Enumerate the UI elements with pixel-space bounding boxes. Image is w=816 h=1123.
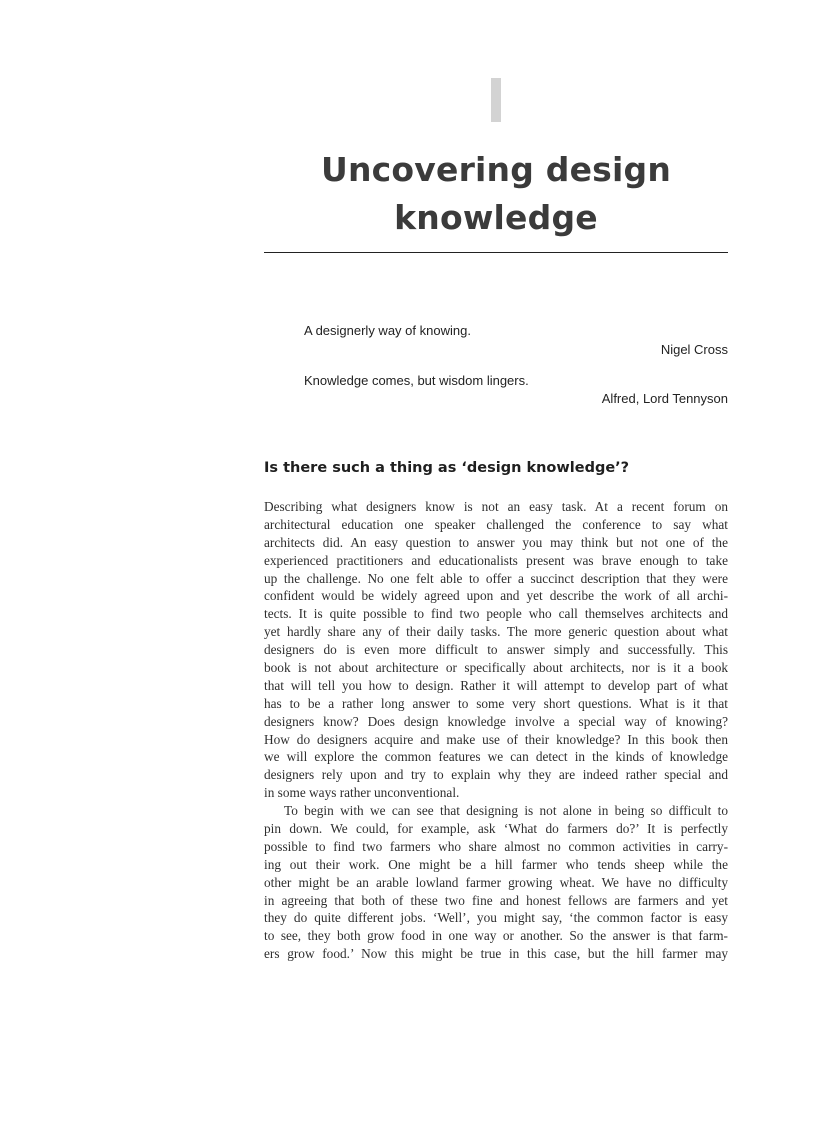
epigraph-attribution-2: Alfred, Lord Tennyson <box>601 391 728 406</box>
text-line: we will explore the common features we can detect in the kinds of knowledge <box>264 749 728 765</box>
text-line: designers know? Does design knowledge involve a special way of knowing? <box>264 713 728 729</box>
paragraph-1 <box>264 498 728 802</box>
text-line: yet hardly share any of their daily tasks. The more generic question about what <box>264 624 728 640</box>
title-divider <box>264 252 728 253</box>
text-line: has to be a rather long answer to some very short questions. What is it that <box>264 695 728 711</box>
paragraph-2 <box>264 802 728 963</box>
text-line: they do quite different jobs. ‘Well’, you might say, ‘the common factor is easy <box>264 910 728 926</box>
text-line: ers grow food.’ Now this might be true in this case, but the hill farmer may <box>264 946 728 962</box>
text-line: other might be an arable lowland farmer growing wheat. We have no difficulty <box>264 874 728 890</box>
text-line: to see, they both grow food in one way or another. So the answer is that farm- <box>264 928 728 944</box>
text-line: tects. It is quite possible to find two people who call themselves architects and <box>264 606 728 622</box>
text-line: pin down. We could, for example, ask ‘What do farmers do?’ It is perfectly <box>264 821 728 837</box>
chapter-number-bar <box>491 78 501 122</box>
epigraph-quote-2: Knowledge comes, but wisdom lingers. <box>304 373 529 388</box>
chapter-title-line-1: Uncovering design <box>320 150 672 189</box>
body-text <box>264 498 728 963</box>
text-line: in agreeing that both of these two fine and honest fellows are farmers and yet <box>264 892 728 908</box>
text-line: confident would be widely agreed upon and yet describe the work of all archi- <box>264 588 728 604</box>
text-line: possible to find two farmers who share almost no common activities in carry- <box>264 838 728 854</box>
chapter-title-line-2: knowledge <box>394 198 598 237</box>
epigraph-attribution-1: Nigel Cross <box>660 342 728 357</box>
text-line: How do designers acquire and make use of their knowledge? In this book then <box>264 731 728 747</box>
section-heading: Is there such a thing as ‘design knowledge’? <box>264 460 630 476</box>
text-line: up the challenge. No one felt able to offer a succinct description that they were <box>264 570 728 586</box>
text-line: architects did. An easy question to answer you may think but not one of the <box>264 534 728 550</box>
epigraph-quote-1: A designerly way of knowing. <box>304 323 471 338</box>
text-line: designers rely upon and try to explain why they are indeed rather special and <box>264 767 728 783</box>
text-line: To begin with we can see that designing is not alone in being so difficult to <box>284 803 728 819</box>
text-line: in some ways rather unconventional. <box>264 785 460 801</box>
text-line: ing out their work. One might be a hill farmer who tends sheep while the <box>264 856 728 872</box>
text-line: architectural education one speaker challenged the conference to say what <box>264 516 728 532</box>
text-line: Describing what designers know is not an easy task. At a recent forum on <box>264 499 728 514</box>
text-line: that will tell you how to design. Rather it will attempt to develop part of what <box>264 677 728 693</box>
text-line: experienced practitioners and educationalists present was brave enough to take <box>264 552 728 568</box>
chapter-title <box>264 146 728 242</box>
text-line: designers do is even more difficult to answer simply and successfully. This <box>264 642 728 658</box>
text-line: book is not about architecture or specifically about architects, nor is it a book <box>264 660 728 676</box>
